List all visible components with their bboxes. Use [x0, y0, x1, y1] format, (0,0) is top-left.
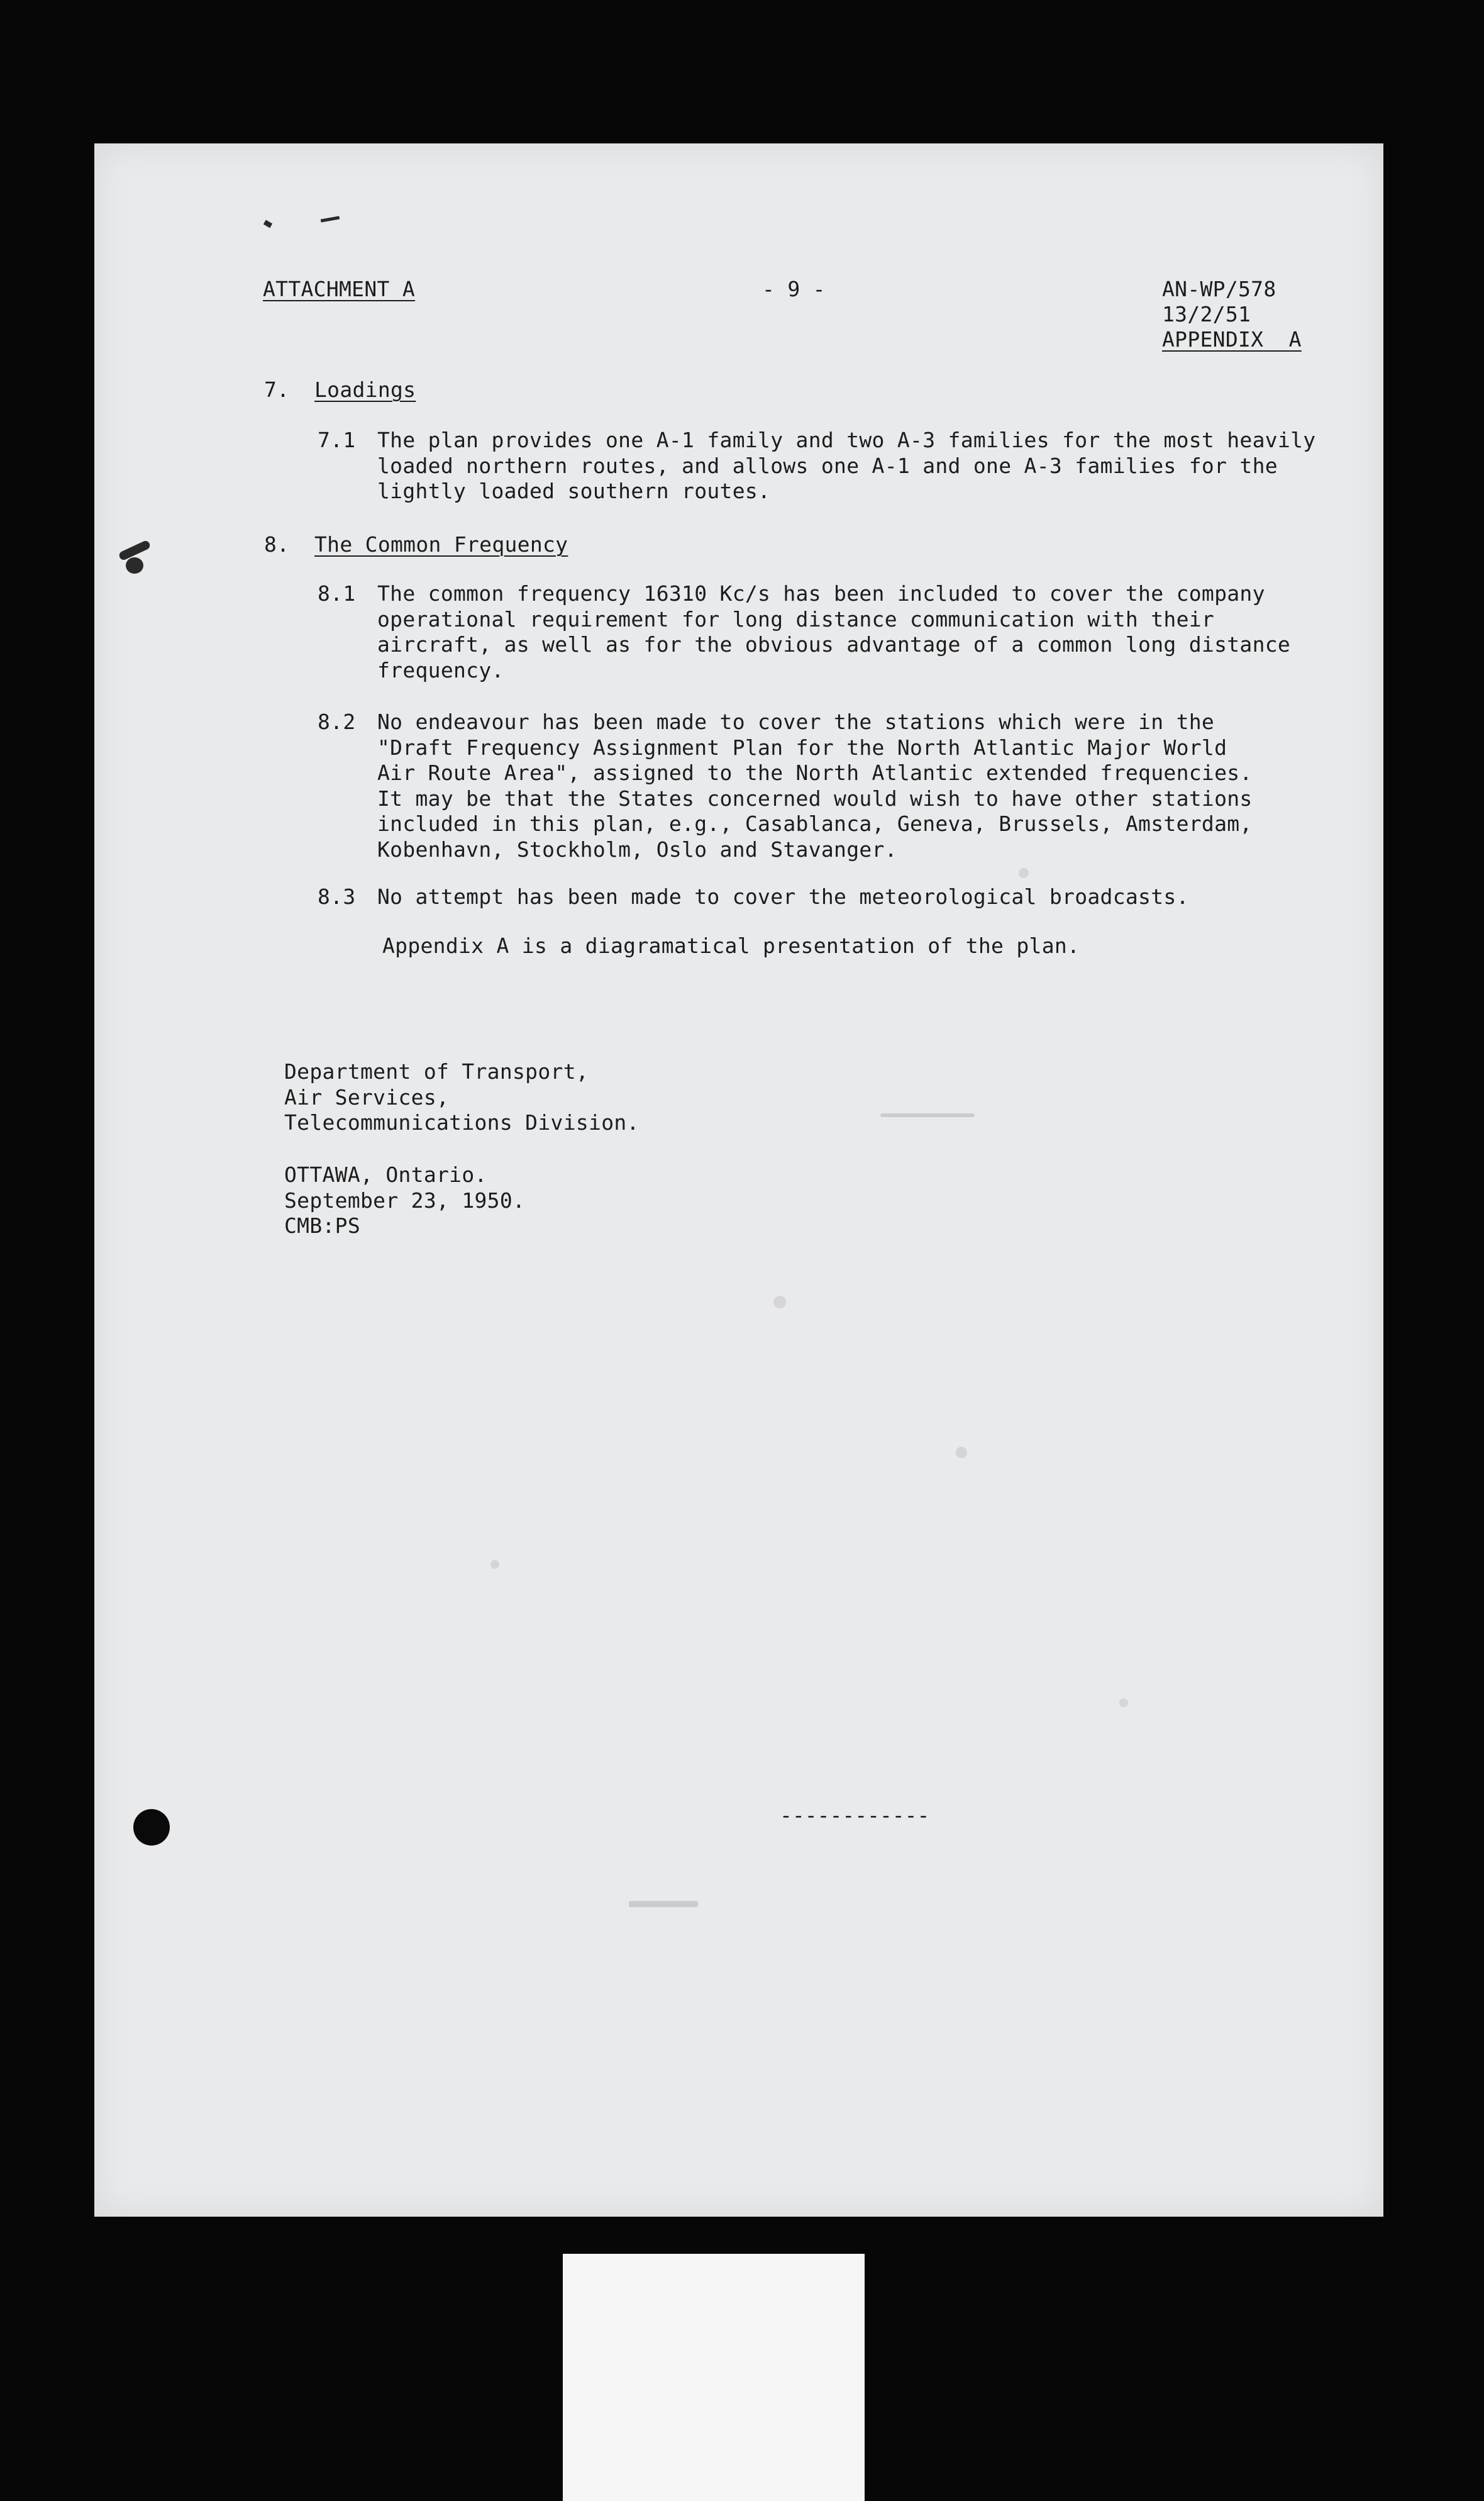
smudge — [490, 1560, 499, 1569]
punch-hole — [133, 1809, 170, 1846]
para-8-2-number: 8.2 — [318, 710, 356, 734]
para-8-3-text — [377, 884, 1189, 910]
smudge — [1019, 868, 1029, 878]
text-line: operational requirement for long distance communication with their — [377, 606, 1215, 632]
para-8-1-text — [377, 581, 1290, 683]
section-7-number: 7. — [264, 377, 290, 402]
page-number: - 9 - — [762, 277, 826, 301]
section-8-number: 8. — [264, 532, 290, 557]
smudge — [773, 1296, 786, 1308]
text-line: "Draft Frequency Assignment Plan for the North Atlantic Major World — [377, 735, 1227, 760]
text-line: Air Route Area", assigned to the North Atlantic extended frequencies. — [377, 760, 1253, 785]
place-date-block — [284, 1162, 525, 1239]
text-line: included in this plan, e.g., Casablanca, Geneva, Brussels, Amsterdam, — [377, 811, 1253, 836]
frame-label-tab — [563, 2254, 865, 2501]
signature-line: Air Services, — [284, 1084, 450, 1110]
text-line: The plan provides one A-1 family and two A-3 families for the most heavily — [377, 428, 1316, 452]
appendix-note: Appendix A is a diagramatical presentation of the plan. — [382, 933, 1080, 958]
place-line: OTTAWA, Ontario. — [284, 1162, 487, 1187]
text-line: aircraft, as well as for the obvious advantage of a common long distance — [377, 632, 1291, 657]
faint-mark — [880, 1113, 975, 1117]
smudge — [1119, 1698, 1128, 1707]
text-line: It may be that the States concerned would wish to have other stations — [377, 786, 1253, 811]
signature-line: Department of Transport, — [284, 1059, 589, 1084]
faint-mark — [629, 1901, 698, 1907]
section-7-title: Loadings — [314, 377, 416, 402]
margin-mark — [126, 557, 143, 574]
signature-line: Telecommunications Division. — [284, 1110, 640, 1135]
initials-line: CMB:PS — [284, 1213, 361, 1238]
para-7-1-text — [377, 428, 1315, 504]
para-8-2-text — [377, 710, 1253, 862]
para-7-1-number: 7.1 — [318, 428, 356, 452]
document-reference: AN-WP/578 — [1162, 277, 1276, 301]
para-8-1-number: 8.1 — [318, 581, 356, 606]
footer-rule: ------------ — [780, 1803, 930, 1827]
text-line: No attempt has been made to cover the meteorological broadcasts. — [377, 884, 1189, 909]
text-line: No endeavour has been made to cover the stations which were in the — [377, 710, 1215, 734]
attachment-label: ATTACHMENT A — [263, 277, 416, 301]
text-line: frequency. — [377, 657, 504, 682]
appendix-label: APPENDIX A — [1162, 327, 1302, 352]
para-8-3-number: 8.3 — [318, 884, 356, 909]
smudge — [956, 1447, 967, 1458]
section-8-title: The Common Frequency — [314, 532, 568, 557]
text-line: lightly loaded southern routes. — [377, 479, 771, 503]
text-line: The common frequency 16310 Kc/s has been included to cover the company — [377, 581, 1265, 606]
document-date: 13/2/51 — [1162, 302, 1251, 326]
signature-block — [284, 1059, 640, 1136]
text-line: loaded northern routes, and allows one A-1 and one A-3 families for the — [377, 453, 1278, 478]
text-line: Kobenhavn, Stockholm, Oslo and Stavanger. — [377, 837, 897, 862]
date-line: September 23, 1950. — [284, 1188, 526, 1213]
